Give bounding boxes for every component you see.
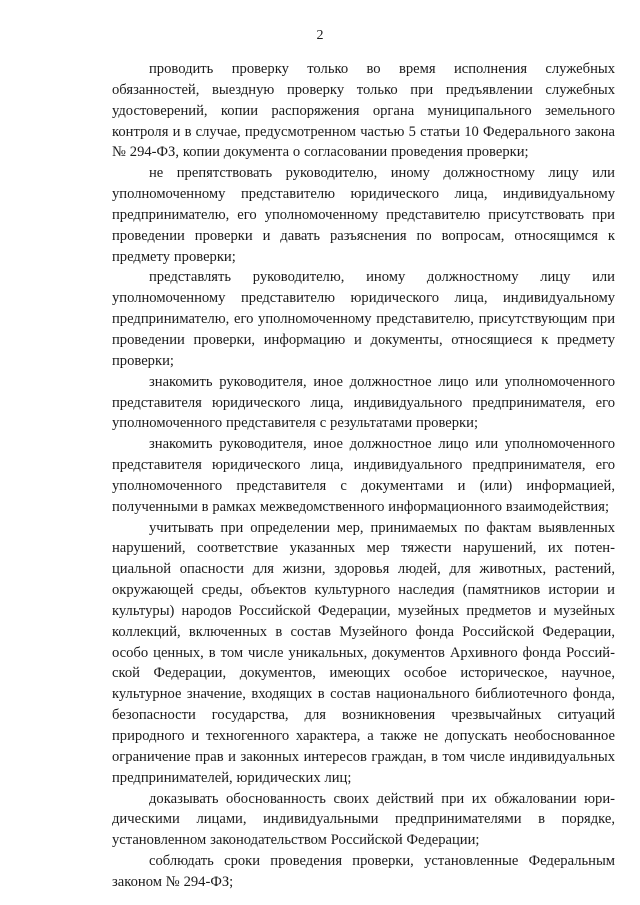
paragraph-observe-deadlines: соблюдать сроки проведения проверки, установленные Федеральным законом № 294-ФЗ; — [112, 853, 615, 890]
document-body — [112, 59, 615, 893]
paragraph-acquaint-results: знакомить руководителя, иное должностное лицо или уполномоченного представителя юридического лица, индивидуального предпринимателя, его уполномоченного представителя с результатами проверки; — [112, 373, 615, 432]
paragraph-consider-measures: учитывать при определении мер, принимаемых по фактам выявленных нарушений, соответствие указанных мер тяжести нарушений, их потенциальной опасности для жизни, здоровья людей, для животных, растений, окружающей среды, объектов культурного наследия (памятников истории и культуры) народов Российской Федерации, музейных предметов и музейных коллекций, включенных в состав Музейного фонда Российской Федерации, особо ценных, в том числе уникальных, документов Архивного фонда Российской Федерации, документов, имеющих особое историческое, научное, культурное значение, входящих в состав национального библиотечного фонда, безопасности государства, для возникновения чрезвычайных ситуаций природного и техногенного характера, а также не допускать необоснованное ограничение прав и законных интересов граждан, в том числе индивидуальных предпринимателей, юридических лиц; — [112, 519, 615, 786]
paragraph-not-obstruct: не препятствовать руководителю, иному должностному лицу или уполномоченному представителю юридического лица, индивидуальному предпринимателю, его уполномоченному представителю присутствовать при проведении проверки и давать разъяснения по вопросам, относящимся к предмету проверки; — [112, 165, 615, 265]
paragraph-prove-validity: доказывать обоснованность своих действий при их обжаловании юридическими лицами, индивидуальными предпринимателями в порядке, установленном законодательством Российской Федерации; — [112, 790, 615, 849]
page-number: 2 — [316, 28, 324, 43]
paragraph-acquaint-documents: знакомить руководителя, иное должностное лицо или уполномоченного представителя юридического лица, индивидуального предпринимателя, его уполномоченного представителя с документами и (или) информацией, полученными в рамках межведомственного информационного взаимодействия; — [112, 436, 615, 515]
paragraph-provide-information: представлять руководителю, иному должностному лицу или уполномоченному представителю юридического лица, индивидуальному предпринимателю, его уполномоченному представителю, присутствующим при проведении проверки, информацию и документы, относящиеся к предмету проверки; — [112, 269, 615, 369]
paragraph-conduct-inspection: проводить проверку только во время исполнения служебных обязанностей, выездную проверку только при предъявлении служебных удостоверений, копии распоряжения органа муниципального земельного контроля и в случае, предусмотренном частью 5 статьи 10 Федерального закона № 294-ФЗ, копии документа о согласовании проведения проверки; — [112, 61, 615, 161]
